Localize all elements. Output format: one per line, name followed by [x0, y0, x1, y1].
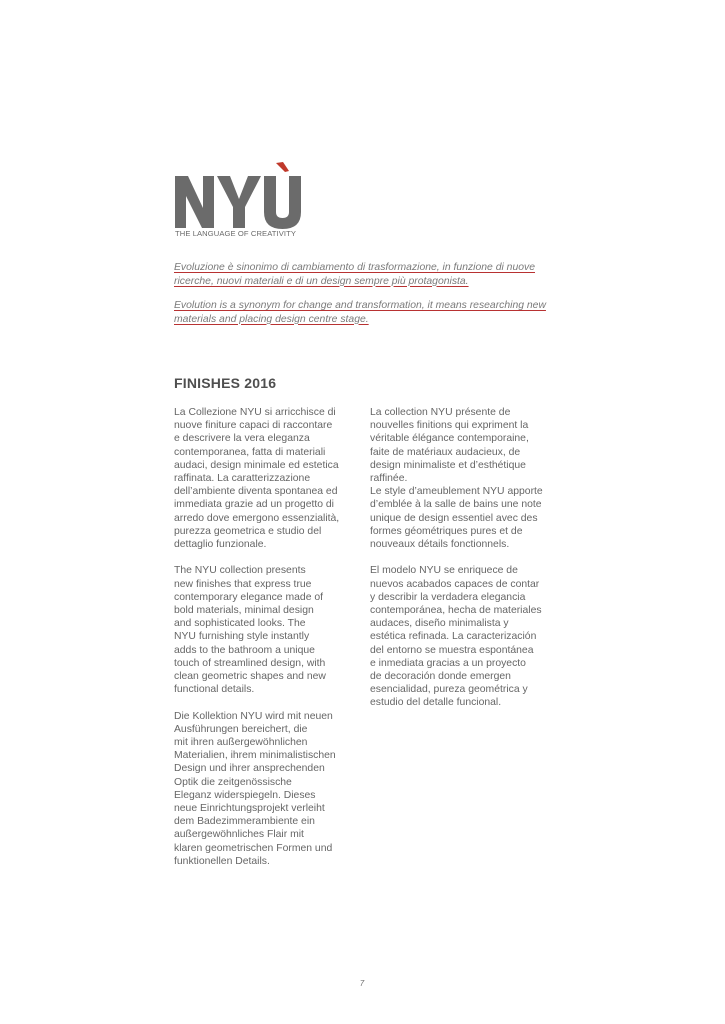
nyu-logo-wordmark	[173, 160, 303, 230]
brand-logo	[173, 160, 333, 242]
paragraph-german: Die Kollektion NYU wird mit neuen Ausführungen bereichert, die mit ihren außergewöhnlichen Materialien, ihrem minimalistischen Design und ihrer ansprechenden Optik die zeitgenössische Eleganz widerspiegeln. Dieses neue Einrichtungsprojekt verleiht dem Badezimmerambiente ein außergewöhnliches Flair mit klaren geometrischen Formen und funktionellen Details.	[174, 710, 336, 867]
text-column-left	[174, 406, 354, 881]
logo-letter-y	[217, 176, 261, 228]
paragraph-french: La collection NYU présente de nouvelles finitions qui expriment la véritable élégance contemporaine, faite de matériaux audacieux, de design minimaliste et d’esthétique raffinée. Le style d’ameublement NYU apporte d’emblée à la salle de bains une note unique de design essentiel avec des formes géométriques pures et de nouveaux détails fonctionnels.	[370, 407, 543, 551]
intro-italian	[174, 261, 564, 288]
intro-english-text: Evolution is a synonym for change and transformation, it means researching new materials and placing design centre stage.	[174, 300, 546, 325]
page-number: 7	[359, 979, 365, 988]
intro-italian-text: Evoluzione è sinonimo di cambiamento di trasformazione, in funzione di nuove ricerche, nuovi materiali e di un design sempre più protagonista.	[174, 262, 535, 287]
logo-letter-u	[264, 176, 301, 229]
paragraph-spanish: El modelo NYU se enriquece de nuevos acabados capaces de contar y describir la verdadera elegancia contemporánea, hecha de materiales audaces, diseño minimalista y estética refinada. La caracterización del entorno se muestra espontánea e inmediata gracias a un proyecto de decoración donde emergen esencialidad, pureza geométrica y estudio del detalle funcional.	[370, 565, 542, 709]
logo-tagline: THE LANGUAGE OF CREATIVITY	[175, 229, 297, 238]
paragraph-english: The NYU collection presents new finishes that express true contemporary elegance made of bold materials, minimal design and sophisticated looks. The NYU furnishing style instantly adds to the bathroom a unique touch of streamlined design, with clean geometric shapes and new functional details.	[174, 565, 326, 696]
logo-letter-n	[175, 176, 214, 228]
paragraph-italian: La Collezione NYU si arricchisce di nuove finiture capaci di raccontare e descrivere la vera eleganza contemporanea, fatta di materiali audaci, design minimale ed estetica raffinata. La caratterizzazione dell’ambiente diventa spontanea ed immediata grazie ad un progetto di arredo dove emergono essenzialità, purezza geometrica e studio del dettaglio funzionale.	[174, 407, 340, 551]
section-title: FINISHES 2016	[174, 375, 277, 391]
text-column-right	[370, 406, 550, 723]
intro-english	[174, 299, 564, 326]
logo-accent-mark	[276, 162, 289, 172]
